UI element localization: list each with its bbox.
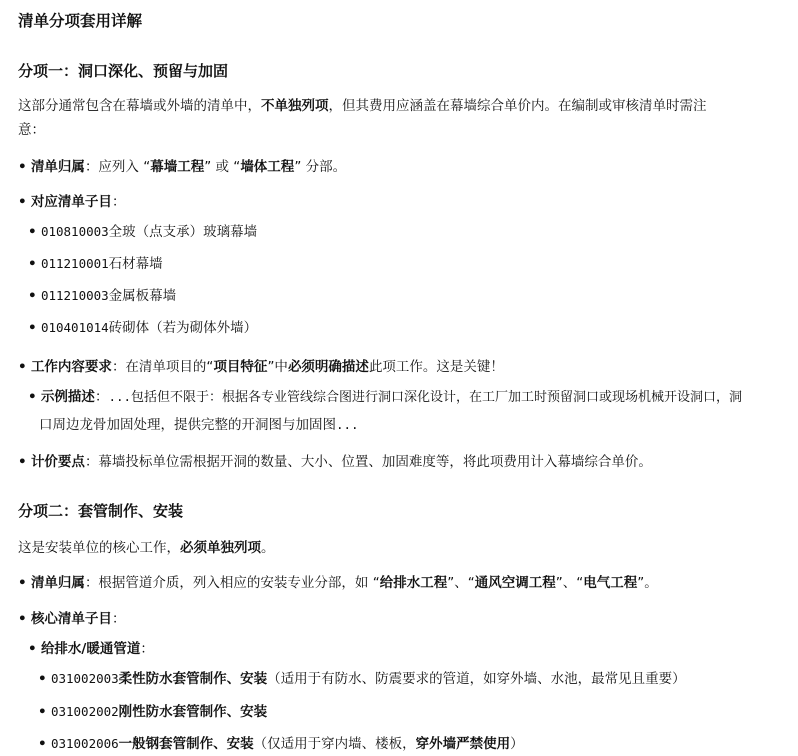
section-1-intro-tail: 意： (18, 122, 45, 138)
item-code: 031002002 (50, 704, 119, 719)
text: 这是安装单位的核心工作， (18, 540, 180, 556)
bullet-marker: • (18, 611, 27, 627)
bullet-marker: • (18, 359, 27, 375)
item-name: 柔性防水套管制作、安装 (118, 671, 268, 687)
item-name: 一般钢套管制作、安装 (118, 736, 254, 752)
intro-text-cont: ，但其费用应涵盖在幕墙综合单价内。在编制或审核清单时需注 (328, 98, 707, 114)
text: 包括但不限于：根据各专业管线综合图进行洞口深化设计，在工厂加工时预留洞口或现场机械开设洞口，洞 (131, 390, 743, 405)
text: ：在清单项目的“ (111, 359, 214, 375)
text: 。 (261, 540, 275, 556)
bullet-label: 清单归属 (30, 575, 85, 591)
bullet-label: 计价要点 (30, 454, 85, 470)
ellipsis: ... (108, 389, 132, 404)
text: ：根据管道介质，列入相应的安装专业分部，如 “ (84, 575, 380, 591)
emphasis: 通风空调工程 (474, 575, 556, 591)
bullet-marker: • (38, 704, 47, 720)
text: 口周边龙骨加固处理，提供完整的开洞图与加固图 (39, 417, 336, 433)
emphasis: 项目特征 (213, 359, 268, 375)
text: ：应列入 “ (84, 159, 151, 175)
bullet-marker: • (38, 671, 47, 687)
s2-bullet-category (18, 573, 658, 593)
list-item (38, 734, 524, 754)
text: ”、“ (555, 575, 584, 591)
section-2-heading: 分项二：套管制作、安装 (18, 502, 184, 520)
emphasis: 给排水工程 (379, 575, 448, 591)
bullet-marker: • (28, 320, 37, 336)
text: ” 分部。 (294, 159, 347, 175)
bullet-marker: • (38, 736, 47, 752)
list-item (28, 254, 163, 274)
section-2-intro (18, 538, 275, 558)
item-text: 全玻（点支承）玻璃幕墙 (108, 224, 258, 240)
text: ” 或 “ (204, 159, 241, 175)
intro-text: 这部分通常包含在幕墙或外墙的清单中， (18, 98, 261, 114)
item-note-end: ） (510, 736, 524, 752)
item-code: 011210003 (40, 288, 109, 303)
list-item (28, 286, 176, 306)
item-code: 010810003 (40, 224, 109, 239)
text: ”、“ (447, 575, 475, 591)
text: ： (140, 641, 154, 657)
item-name: 刚性防水套管制作、安装 (118, 704, 268, 720)
list-item (28, 222, 257, 242)
item-code: 031002003 (50, 671, 119, 686)
s1-bullet-items-heading (18, 192, 125, 212)
intro-emphasis: 不单独列项 (261, 98, 329, 114)
text: ：幕墙投标单位需根据开洞的数量、大小、位置、加固难度等，将此项费用计入幕墙综合单价。 (84, 454, 652, 470)
bullet-label: 核心清单子目 (30, 611, 112, 627)
text: ”中 (267, 359, 288, 375)
bullet-marker: • (18, 575, 27, 591)
item-note: （仅适用于穿内墙、楼板， (253, 736, 416, 752)
bullet-marker: • (28, 288, 37, 304)
bullet-label: 清单归属 (30, 159, 85, 175)
s2-subgroup-heading (28, 639, 154, 659)
text: ： (111, 194, 126, 210)
text: ： (111, 611, 126, 627)
item-note-emphasis: 穿外墙严禁使用 (415, 736, 511, 752)
emphasis: 必须明确描述 (287, 359, 369, 375)
item-text: 砖砌体（若为砌体外墙） (108, 320, 258, 336)
bullet-marker: • (28, 641, 37, 657)
s1-bullet-category (18, 157, 346, 177)
text: 此项工作。这是关键！ (368, 359, 504, 375)
bullet-marker: • (28, 224, 37, 240)
bullet-label: 示例描述 (40, 389, 95, 405)
list-item (38, 669, 686, 689)
bullet-marker: • (18, 194, 27, 210)
item-text: 石材幕墙 (108, 256, 163, 272)
item-code: 010401014 (40, 320, 109, 335)
item-code: 011210001 (40, 256, 109, 271)
list-item (38, 702, 267, 722)
section-1-heading: 分项一：洞口深化、预留与加固 (18, 62, 229, 80)
bullet-label: 对应清单子目 (30, 194, 112, 210)
bullet-marker: • (28, 389, 37, 405)
example-description (28, 387, 796, 408)
bullet-marker: • (18, 454, 27, 470)
item-note: （适用于有防水、防震要求的管道，如穿外墙、水池，最常见且重要） (267, 671, 686, 687)
section-1-intro (18, 96, 707, 116)
s1-bullet-pricing (18, 452, 652, 472)
emphasis: 幕墙工程 (150, 159, 205, 175)
ellipsis: ... (336, 417, 359, 432)
bullet-label: 工作内容要求 (30, 359, 112, 375)
item-code: 031002006 (50, 736, 119, 751)
item-text: 金属板幕墙 (108, 288, 177, 304)
bullet-marker: • (18, 159, 27, 175)
emphasis: 电气工程 (583, 575, 638, 591)
emphasis: 墙体工程 (240, 159, 295, 175)
s2-bullet-items-heading (18, 609, 125, 629)
example-description-cont (39, 415, 359, 435)
text: ： (94, 389, 109, 405)
emphasis: 必须单独列项 (180, 540, 261, 556)
subgroup-label: 给排水/暖通管道 (40, 641, 141, 657)
text: ”。 (637, 575, 658, 591)
list-item (28, 318, 257, 338)
bullet-marker: • (28, 256, 37, 272)
page-title: 清单分项套用详解 (18, 12, 143, 30)
s1-bullet-work-requirement (18, 357, 504, 377)
